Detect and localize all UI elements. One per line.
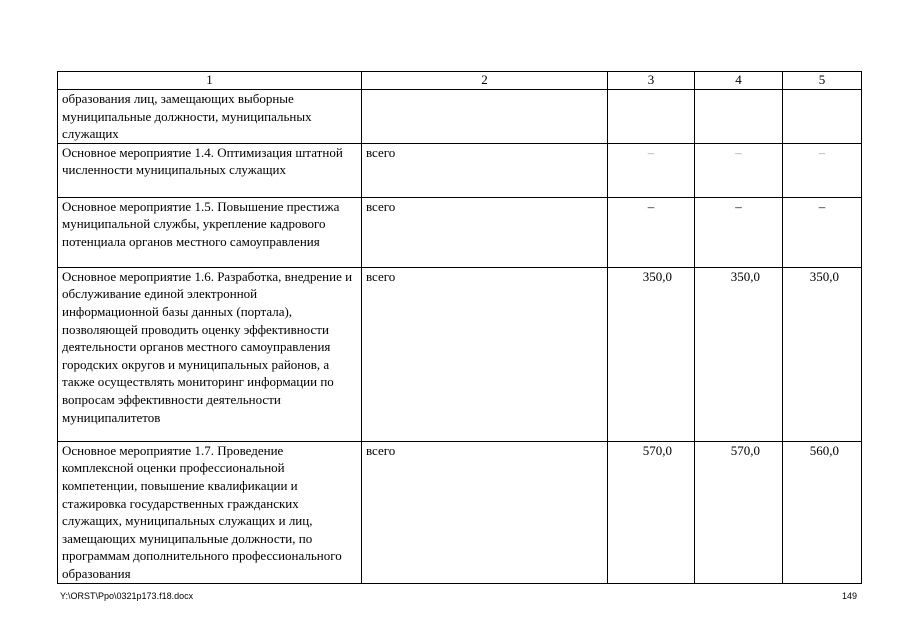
value-cell-4: – [695, 143, 783, 197]
column-header-4: 4 [695, 72, 783, 90]
activity-name-cell: Основное мероприятие 1.4. Оптимизация штатной численности муниципальных служащих [58, 143, 362, 197]
table-row [58, 90, 862, 144]
table-row [58, 267, 862, 441]
activity-name-cell: Основное мероприятие 1.7. Проведение комплексной оценки профессиональной компетенции, повышение квалификации и стажировка государственных гражданских служащих, муниципальных служащих и лиц, замещающих муниципальные должности, по программам дополнительного профессионального образования [58, 441, 362, 583]
value-cell-5: 560,0 [783, 441, 862, 583]
value-cell-5: 350,0 [783, 267, 862, 441]
value-cell-5 [783, 90, 862, 144]
column-header-3: 3 [608, 72, 695, 90]
value-cell-3: – [608, 197, 695, 267]
activity-name-cell: Основное мероприятие 1.5. Повышение престижа муниципальной службы, укрепление кадрового потенциала органов местного самоуправления [58, 197, 362, 267]
activity-name-cell: Основное мероприятие 1.6. Разработка, внедрение и обслуживание единой электронной информационной базы данных (портала), позволяющей проводить оценку эффективности деятельности органов местного самоуправления городских округов и муниципальных районов, а также осуществлять мониторинг информации по вопросам эффективности деятельности муниципалитетов [58, 267, 362, 441]
source-cell: всего [362, 143, 608, 197]
source-cell [362, 90, 608, 144]
value-cell-3 [608, 90, 695, 144]
footer-file-path: Y:\ORST\Ppo\0321p173.f18.docx [60, 591, 194, 601]
source-cell: всего [362, 197, 608, 267]
table-header-row [58, 72, 862, 90]
value-cell-4: 570,0 [695, 441, 783, 583]
column-header-5: 5 [783, 72, 862, 90]
activity-name-cell: образования лиц, замещающих выборные муниципальные должности, муниципальных служащих [58, 90, 362, 144]
value-cell-3: 350,0 [608, 267, 695, 441]
column-header-1: 1 [58, 72, 362, 90]
value-cell-3: – [608, 143, 695, 197]
value-cell-3: 570,0 [608, 441, 695, 583]
page-number: 149 [842, 591, 858, 601]
source-cell: всего [362, 441, 608, 583]
column-header-2: 2 [362, 72, 608, 90]
source-cell: всего [362, 267, 608, 441]
table-row [58, 143, 862, 197]
value-cell-4: – [695, 197, 783, 267]
value-cell-4: 350,0 [695, 267, 783, 441]
value-cell-5: – [783, 143, 862, 197]
value-cell-5: – [783, 197, 862, 267]
table-row [58, 197, 862, 267]
table-row [58, 441, 862, 583]
value-cell-4 [695, 90, 783, 144]
budget-table [57, 71, 862, 584]
